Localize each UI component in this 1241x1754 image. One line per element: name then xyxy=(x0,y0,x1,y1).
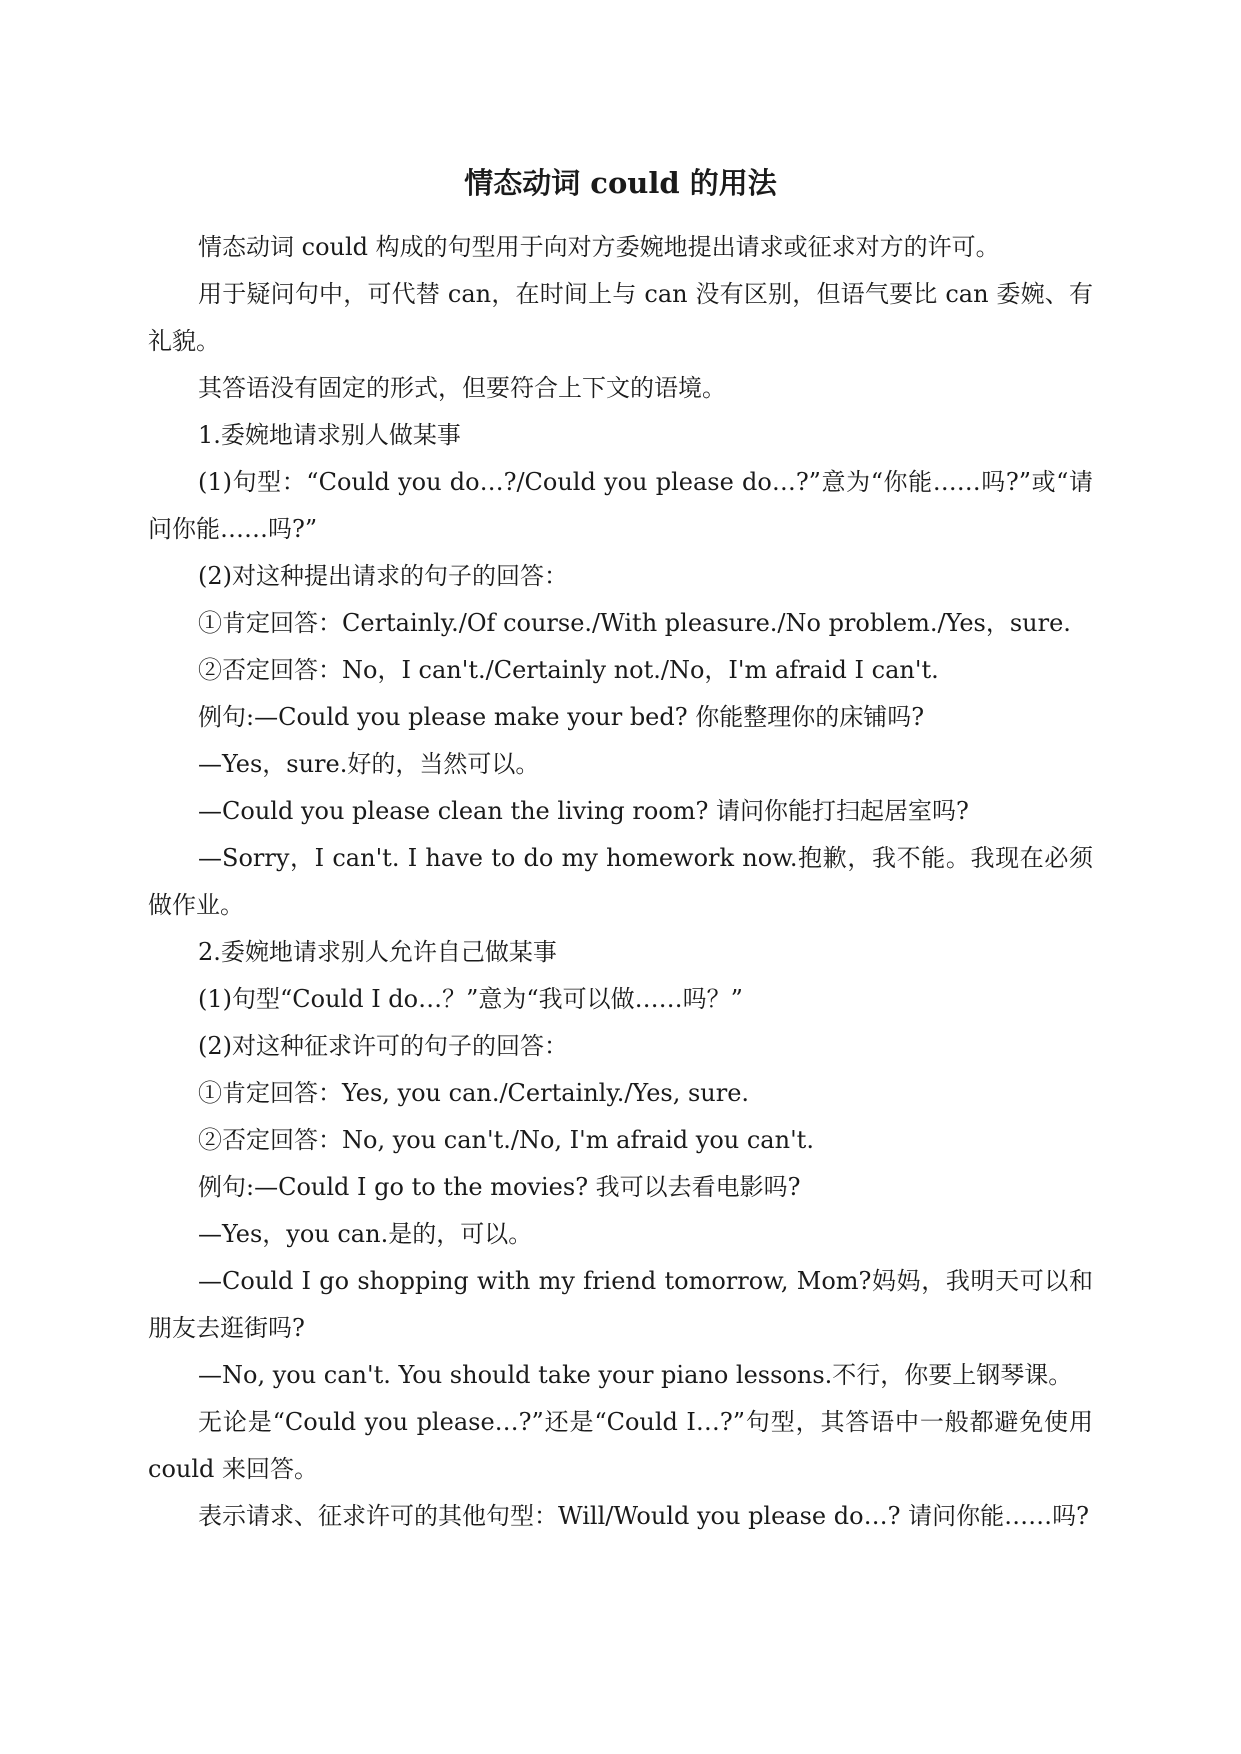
example-line: —Could I go shopping with my friend tomorrow, Mom?妈妈，我明天可以和朋友去逛街吗? xyxy=(148,1267,1093,1342)
example-line: 例句:—Could you please make your bed? 你能整理你的床铺吗? xyxy=(198,703,925,731)
example-line: —No, you can't. You should take your piano lessons.不行，你要上钢琴课。 xyxy=(198,1361,1073,1389)
answer-heading-2: (2)对这种征求许可的句子的回答： xyxy=(198,1032,568,1060)
paragraph-answer-form: 其答语没有固定的形式，但要符合上下文的语境。 xyxy=(198,374,726,402)
positive-answer-2: ①肯定回答：Yes, you can./Certainly./Yes, sure. xyxy=(198,1079,750,1107)
negative-answer-2: ②否定回答：No, you can't./No, I'm afraid you can't. xyxy=(198,1126,814,1154)
pattern-2: (1)句型“Could I do…？”意为“我可以做……吗？” xyxy=(198,985,743,1013)
example-line: —Could you please clean the living room? 请问你能打扫起居室吗? xyxy=(198,797,969,825)
note-paragraph: 无论是“Could you please…?”还是“Could I…?”句型，其答语中一般都避免使用 could 来回答。 xyxy=(148,1408,1093,1483)
document-page xyxy=(148,155,1093,1540)
pattern-1: (1)句型：“Could you do…?/Could you please do…?”意为“你能……吗?”或“请问你能……吗?” xyxy=(148,468,1093,543)
example-line: 例句:—Could I go to the movies? 我可以去看电影吗? xyxy=(198,1173,801,1201)
other-patterns-paragraph: 表示请求、征求许可的其他句型：Will/Would you please do…? 请问你能……吗? xyxy=(198,1502,1089,1530)
paragraph-usage: 用于疑问句中，可代替 can，在时间上与 can 没有区别，但语气要比 can 委婉、有礼貌。 xyxy=(148,280,1093,355)
positive-answer-1: ①肯定回答：Certainly./Of course./With pleasure./No problem./Yes，sure. xyxy=(198,609,1071,637)
example-line: —Sorry，I can't. I have to do my homework now.抱歉，我不能。我现在必须做作业。 xyxy=(148,844,1093,919)
negative-answer-1: ②否定回答：No，I can't./Certainly not./No，I'm afraid I can't. xyxy=(198,656,939,684)
section-heading-2: 2.委婉地请求别人允许自己做某事 xyxy=(198,938,557,966)
example-line: —Yes，sure.好的，当然可以。 xyxy=(198,750,540,778)
document-title: 情态动词 could 的用法 xyxy=(464,166,777,200)
example-line: —Yes，you can.是的，可以。 xyxy=(198,1220,533,1248)
section-heading-1: 1.委婉地请求别人做某事 xyxy=(198,421,461,449)
paragraph-intro: 情态动词 could 构成的句型用于向对方委婉地提出请求或征求对方的许可。 xyxy=(198,233,1000,261)
answer-heading-1: (2)对这种提出请求的句子的回答： xyxy=(198,562,568,590)
